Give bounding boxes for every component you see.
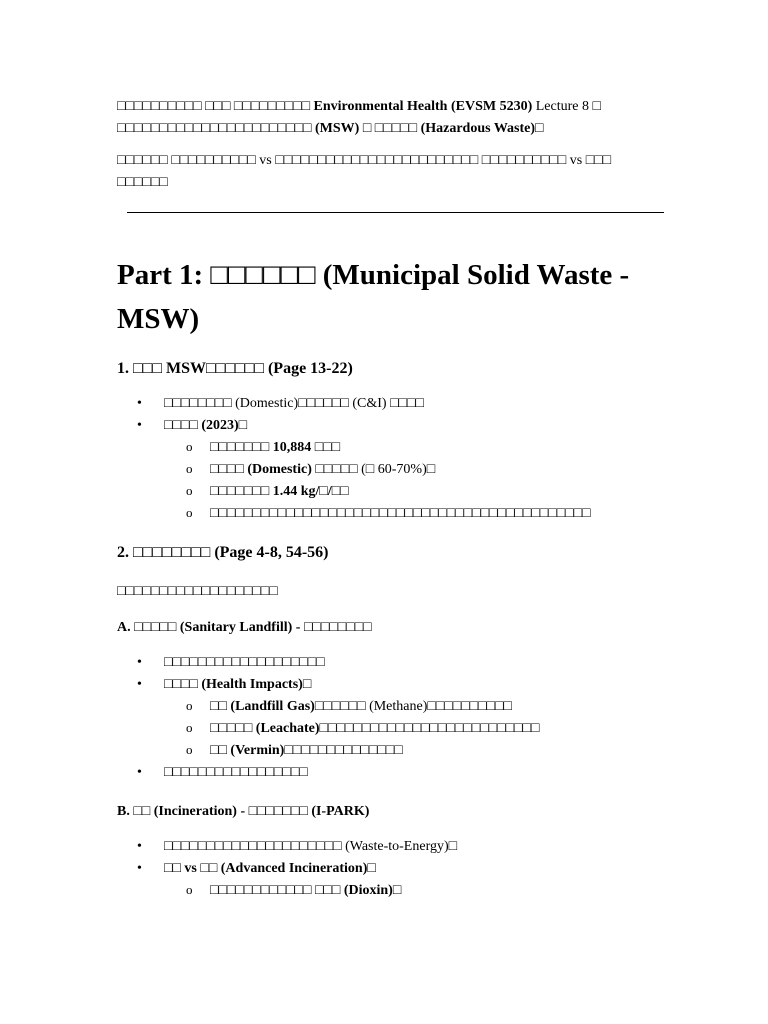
subsection-b-list <box>117 836 665 902</box>
intro-text: □□□□□□□□□□ □□□ □□□□□□□□□ <box>117 99 314 114</box>
intro-compare-text: □□□□□□ □□□□□□□□□□ vs □□□□□□□□□□□□□□□□□□□□□□□□ □□□□□□□□□□ vs □□□ <box>117 153 612 168</box>
vermin-label: □□ (Vermin) <box>210 743 285 758</box>
sub-list-item: o □□□□□□□□□□□□□□□□□□□□□□□□□□□□□□□□□□□□□□□□□□□□□ <box>117 503 665 525</box>
intro-compare-text-2: □□□□□□ <box>117 175 168 190</box>
list-item-tail: □ <box>238 418 248 433</box>
list-item-tail: □ <box>367 861 376 876</box>
list-item <box>117 858 665 880</box>
sub-list-item <box>117 437 665 459</box>
hazardous-term: (Hazardous Waste) <box>420 121 536 136</box>
list-item-text: □□□□ <box>164 677 202 692</box>
document-page <box>117 96 665 902</box>
lecture-label: Lecture 8 □ <box>532 99 601 114</box>
sub-item-text: □□□□□□□□□□□□ □□□ <box>210 883 344 898</box>
list-item: • □□□□□□□□□□□□□□□□□□□□□ (Waste-to-Energy)□ <box>117 836 665 858</box>
sub-item-text: □□□□□□□□□□□□□□□□□□□□□□□□□□ <box>319 721 540 736</box>
sub-list-item <box>117 718 665 740</box>
intro-paragraph <box>117 96 665 140</box>
intro-text-4: □ <box>535 121 544 136</box>
dioxin-label: (Dioxin) <box>343 883 393 898</box>
sub-item-text: □□□□□□□ <box>210 484 273 499</box>
sub-item-text: □□□□□□□ <box>210 440 273 455</box>
list-item <box>117 674 665 696</box>
sub-list-item <box>117 459 665 481</box>
list-item-text: □□□□ <box>164 418 202 433</box>
sub-item-text: □□□□ <box>210 462 248 477</box>
leachate-label: □□□□□ (Leachate) <box>210 721 320 736</box>
list-item: • □□□□□□□□□□□□□□□□□ <box>117 762 665 784</box>
part1-title: Part 1: □□□□□□ (Municipal Solid Waste - MSW) <box>117 259 630 335</box>
list-item: • □□□□□□□□□□□□□□□□□□□ <box>117 652 665 674</box>
section-1-heading: 1. □□□ MSW□□□□□□ (Page 13-22) <box>117 360 353 377</box>
section-1-list <box>117 393 665 525</box>
list-item-tail: □ <box>392 883 402 898</box>
sub-list-item <box>117 880 665 902</box>
per-capita-value: 1.44 kg/□/□□ <box>272 484 349 499</box>
msw-term: (MSW) <box>315 121 360 136</box>
subsection-a-list <box>117 652 665 784</box>
domestic-label: (Domestic) □□□□□ <box>247 462 358 477</box>
list-item: • □□□□□□□□ (Domestic)□□□□□□ (C&I) □□□□ <box>117 393 665 415</box>
sub-item-text: □□□□□□□□□□□□□□ <box>284 743 403 758</box>
course-code: Environmental Health (EVSM 5230) <box>313 99 533 114</box>
sub-item-text: □□□□□□ (Methane)□□□□□□□□□□ <box>314 699 512 714</box>
list-item-tail: □ <box>302 677 312 692</box>
advanced-incineration-label: □□ vs □□ (Advanced Incineration) <box>164 861 368 876</box>
section-2-heading: 2. □□□□□□□□ (Page 4-8, 54-56) <box>117 544 329 561</box>
sub-list-item <box>117 481 665 503</box>
section-2-intro: □□□□□□□□□□□□□□□□□□□ <box>117 584 278 599</box>
intro-text-2: □□□□□□□□□□□□□□□□□□□□□□□ <box>117 121 315 136</box>
subsection-b-heading: B. □□ (Incineration) - □□□□□□□ (I-PARK) <box>117 804 370 819</box>
health-impacts-label: (Health Impacts) <box>201 677 303 692</box>
sub-list-item <box>117 696 665 718</box>
tonnage-value: 10,884 □□□ <box>272 440 341 455</box>
horizontal-rule <box>127 212 664 213</box>
year-label: (2023) <box>201 418 239 433</box>
intro-text-3: □ □□□□□ <box>359 121 421 136</box>
percentage-text: (□ 60-70%)□ <box>357 462 436 477</box>
intro-paragraph-2 <box>117 150 665 194</box>
sub-list-item <box>117 740 665 762</box>
landfill-gas-label: □□ (Landfill Gas) <box>210 699 315 714</box>
list-item <box>117 415 665 437</box>
subsection-a-heading: A. □□□□□ (Sanitary Landfill) - □□□□□□□□ <box>117 620 372 635</box>
